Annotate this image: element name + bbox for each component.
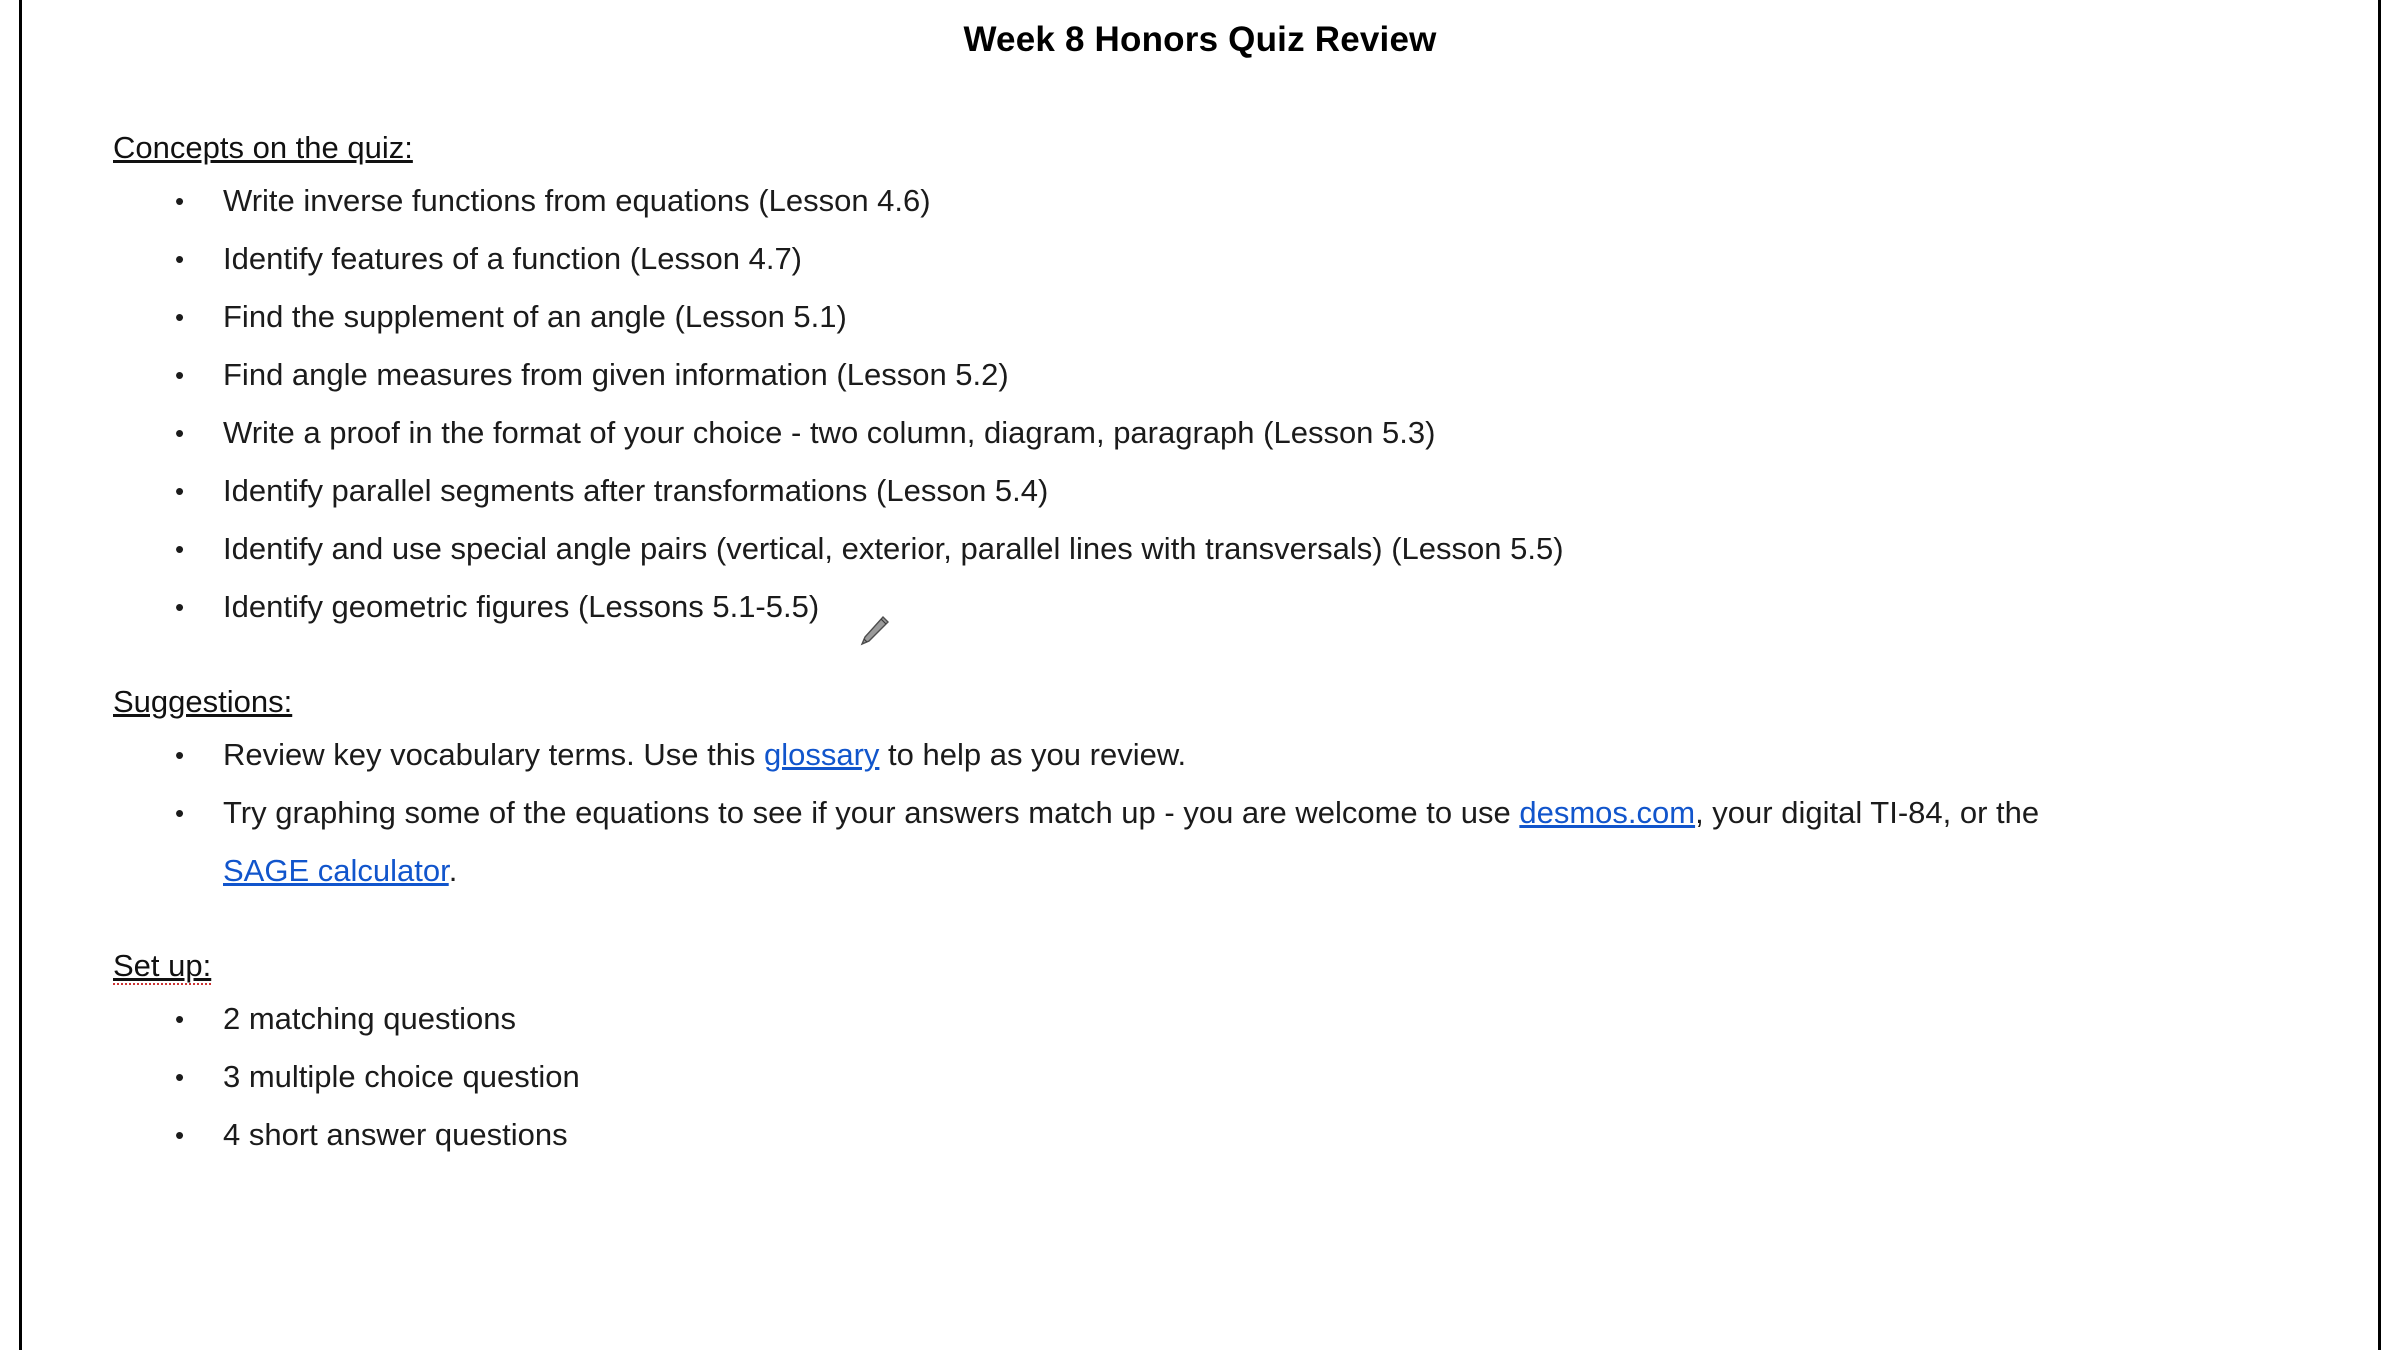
section-heading-setup-text: Set up: (113, 948, 212, 983)
list-item: • Write a proof in the format of your choice - two column, diagram, paragraph (Lesson 5.3) (113, 404, 2083, 462)
list-item (113, 726, 2083, 784)
list-item: • 3 multiple choice question (113, 1048, 2083, 1106)
suggestion-1-suffix: to help as you review. (879, 737, 1187, 772)
suggestion-2-suffix: . (448, 853, 458, 888)
desmos-link[interactable]: desmos.com (1519, 795, 1696, 830)
section-suggestions (113, 684, 2375, 900)
list-item: • Find the supplement of an angle (Lesson 5.1) (113, 288, 2083, 346)
list-item (113, 784, 2083, 900)
document-body (25, 0, 2375, 1350)
list-item: • Find angle measures from given information (Lesson 5.2) (113, 346, 2083, 404)
section-gap (113, 900, 2375, 948)
glossary-link[interactable]: glossary (763, 737, 880, 772)
concepts-list (113, 172, 2375, 636)
list-item: • 4 short answer questions (113, 1106, 2083, 1164)
suggestion-2-middle: , your digital TI-84, or the (1695, 795, 2040, 830)
suggestion-2-prefix: Try graphing some of the equations to see if your answers match up - you are welcome to use (223, 795, 1520, 830)
section-concepts (113, 130, 2375, 636)
list-item: • 2 matching questions (113, 990, 2083, 1048)
document-title: Week 8 Honors Quiz Review (963, 20, 1437, 59)
section-heading-setup (113, 948, 211, 984)
page-right-margin (2378, 0, 2400, 1350)
document-content (113, 130, 2375, 1164)
list-item: • Write inverse functions from equations (Lesson 4.6) (113, 172, 2083, 230)
section-heading-concepts: Concepts on the quiz: (113, 130, 413, 165)
suggestions-list (113, 726, 2375, 900)
section-setup (113, 948, 2375, 1164)
list-item: • Identify parallel segments after transformations (Lesson 5.4) (113, 462, 2083, 520)
sage-calculator-link[interactable]: SAGE calculator (223, 853, 449, 888)
setup-list (113, 990, 2375, 1164)
list-item: • Identify features of a function (Lesson 4.7) (113, 230, 2083, 288)
list-item: • Identify geometric figures (Lessons 5.1-5.5) (113, 578, 2083, 636)
section-heading-suggestions: Suggestions: (113, 684, 293, 719)
suggestion-1-prefix: Review key vocabulary terms. Use this (223, 737, 764, 772)
list-item: • Identify and use special angle pairs (vertical, exterior, parallel lines with transversals) (Lesson 5.5) (113, 520, 2083, 578)
section-gap (113, 636, 2375, 684)
page-left-margin (0, 0, 22, 1350)
